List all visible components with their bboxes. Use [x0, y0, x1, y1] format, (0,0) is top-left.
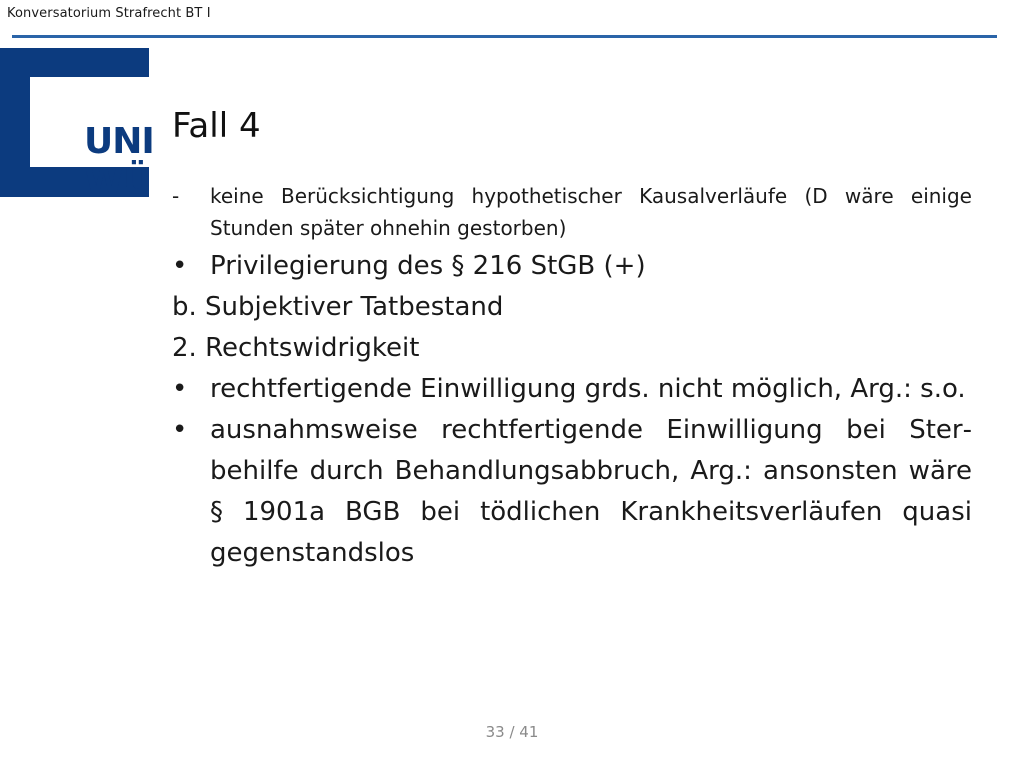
- heading-rechtswidrigkeit: 2. Rechtswidrigkeit: [172, 333, 420, 363]
- bullet-item-privilegierung: [172, 246, 972, 287]
- bullet-text-sterbehilfe: ausnahmsweise rechtfertigende Einwilligung bei Sterbehilfe durch Behandlungsabbruch, Arg.: ansonsten wäre § 1901a BGB bei tödlichen Krankheitsverläufen quasi gegenstandslos: [210, 415, 972, 568]
- page-number: 33 / 41: [485, 723, 539, 741]
- heading-subjektiver-tatbestand: b. Subjektiver Tatbestand: [172, 292, 504, 322]
- university-logo: [0, 48, 154, 202]
- dash-marker: -: [172, 184, 180, 208]
- bullet-item-sterbehilfe: [172, 410, 972, 574]
- dash-item: [172, 180, 972, 244]
- bullet-icon: •: [172, 374, 188, 404]
- bullet-text-einwilligung: rechtfertigende Einwilligung grds. nicht möglich, Arg.: s.o.: [210, 374, 966, 404]
- bullet-item-einwilligung: [172, 369, 972, 410]
- logo-text: [84, 122, 154, 202]
- logo-line-2: WÜ: [84, 161, 151, 202]
- header-title: Konversatorium Strafrecht BT I: [7, 6, 211, 21]
- bullet-icon: •: [172, 251, 188, 281]
- bullet-icon: •: [172, 415, 188, 445]
- dash-item-text: keine Berücksichtigung hypothetischer Kausalverläufe (D wäre einige Stunden später ohnehin gestorben): [210, 184, 972, 240]
- bullet-text-privilegierung: Privilegierung des § 216 StGB (+): [210, 251, 646, 281]
- slide-title: Fall 4: [172, 106, 261, 146]
- header-divider: [12, 35, 997, 38]
- slide-content: [172, 180, 972, 574]
- logo-line-1: UNI: [84, 121, 154, 162]
